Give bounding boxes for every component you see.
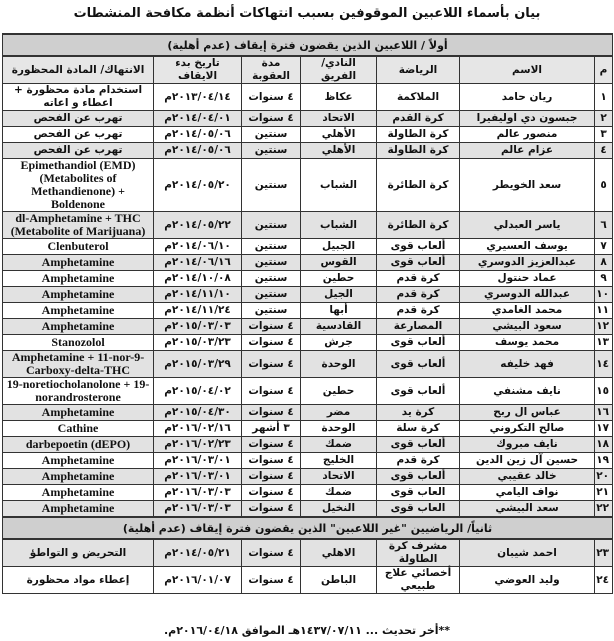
cell-violation: Stanozolol [3, 335, 154, 351]
cell-start-date: ٢٠١٦/٠١/٠٧م [154, 567, 242, 594]
cell-sport: ألعاب قوى [377, 469, 460, 485]
cell-name: يوسف العسيري [460, 239, 595, 255]
cell-sport: كرة قدم [377, 271, 460, 287]
cell-club: الأهلي [301, 143, 377, 159]
column-headers [3, 56, 613, 84]
header-club: النادي/الفريق [301, 56, 377, 84]
cell-name: محمد الغامدي [460, 303, 595, 319]
cell-start-date: ٢٠١٤/١١/١٠م [154, 287, 242, 303]
cell-penalty: سنتين [242, 159, 301, 212]
cell-violation: Amphetamine [3, 453, 154, 469]
cell-name: ريان حامد [460, 84, 595, 111]
cell-violation: Amphetamine [3, 255, 154, 271]
cell-name: سعد الخويطر [460, 159, 595, 212]
table-row [3, 378, 613, 405]
cell-start-date: ٢٠١٥/٠٣/٢٣م [154, 335, 242, 351]
cell-number: ٢١ [595, 485, 613, 501]
cell-club: جرش [301, 335, 377, 351]
cell-club: الجبيل [301, 239, 377, 255]
cell-sport: ألعاب قوى [377, 437, 460, 453]
cell-name: وليد العوضي [460, 567, 595, 594]
cell-penalty: ٤ سنوات [242, 485, 301, 501]
cell-club: الوحدة [301, 351, 377, 378]
cell-start-date: ٢٠١٤/١١/٢٤م [154, 303, 242, 319]
cell-name: عبدالله الدوسري [460, 287, 595, 303]
cell-club: ضمك [301, 485, 377, 501]
cell-sport: ألعاب قوى [377, 255, 460, 271]
cell-sport: ألعاب قوى [377, 351, 460, 378]
cell-name: سعد البيشي [460, 501, 595, 518]
table-row [3, 485, 613, 501]
cell-number: ٧ [595, 239, 613, 255]
cell-violation: التحريض و التواطؤ [3, 539, 154, 567]
cell-penalty: سنتين [242, 255, 301, 271]
cell-start-date: ٢٠١٤/١٠/٠٨م [154, 271, 242, 287]
cell-sport: كرة قدم [377, 287, 460, 303]
cell-sport: ألعاب قوى [377, 335, 460, 351]
cell-number: ١٩ [595, 453, 613, 469]
cell-name: حسين آل زين الدين [460, 453, 595, 469]
table-row [3, 255, 613, 271]
cell-start-date: ٢٠١٤/٠٥/٢٢م [154, 212, 242, 239]
cell-number: ٢٢ [595, 501, 613, 518]
cell-name: احمد شيبان [460, 539, 595, 567]
cell-sport: ألعاب قوى [377, 378, 460, 405]
cell-start-date: ٢٠١٤/٠٥/٢٠م [154, 159, 242, 212]
cell-name: فهد خليفه [460, 351, 595, 378]
cell-name: سعود البيشي [460, 319, 595, 335]
cell-penalty: سنتين [242, 127, 301, 143]
cell-violation: Amphetamine [3, 501, 154, 518]
cell-violation: dl-Amphetamine + THC (Metabolite of Marijuana) [3, 212, 154, 239]
cell-violation: 19-noretiocholanolone + 19-norandrosterone [3, 378, 154, 405]
cell-number: ٢٣ [595, 539, 613, 567]
cell-sport: أخصائي علاج طبيعي [377, 567, 460, 594]
table-row [3, 159, 613, 212]
cell-sport: كرة الطائرة [377, 212, 460, 239]
cell-violation: استخدام مادة محظورة + اعطاء و اعاته [3, 84, 154, 111]
table-row [3, 405, 613, 421]
cell-start-date: ٢٠١٤/٠٥/٠٦م [154, 127, 242, 143]
cell-club: القوس [301, 255, 377, 271]
cell-penalty: ٤ سنوات [242, 405, 301, 421]
cell-start-date: ٢٠١٥/٠٤/٣٠م [154, 405, 242, 421]
header-name: الاسم [460, 56, 595, 84]
cell-penalty: سنتين [242, 287, 301, 303]
cell-violation: Amphetamine [3, 319, 154, 335]
cell-name: محمد يوسف [460, 335, 595, 351]
cell-violation: Epimethandiol (EMD) (Metabolites of Methandienone) + Boldenone [3, 159, 154, 212]
cell-penalty: ٤ سنوات [242, 539, 301, 567]
cell-club: الباطن [301, 567, 377, 594]
section-title: أولاً / اللاعبين الذين يقضون فترة إيقاف (عدم أهلية) [3, 34, 613, 56]
cell-violation: تهرب عن الفحص [3, 127, 154, 143]
cell-violation: Amphetamine [3, 287, 154, 303]
cell-number: ١٢ [595, 319, 613, 335]
table-row [3, 469, 613, 485]
cell-start-date: ٢٠١٦/٠٢/١٦م [154, 421, 242, 437]
cell-club: الوحدة [301, 421, 377, 437]
cell-penalty: ٤ سنوات [242, 567, 301, 594]
cell-number: ١١ [595, 303, 613, 319]
table-row [3, 501, 613, 518]
cell-club: الجيل [301, 287, 377, 303]
cell-club: الاتحاد [301, 111, 377, 127]
cell-number: ٢٤ [595, 567, 613, 594]
cell-name: عزام عالم [460, 143, 595, 159]
cell-penalty: ٤ سنوات [242, 453, 301, 469]
table-row [3, 111, 613, 127]
cell-violation: تهرب عن الفحص [3, 143, 154, 159]
table-row [3, 127, 613, 143]
cell-number: ١٣ [595, 335, 613, 351]
cell-penalty: سنتين [242, 239, 301, 255]
cell-name: نايف مشنفي [460, 378, 595, 405]
table-row [3, 84, 613, 111]
table-row [3, 239, 613, 255]
cell-number: ١٧ [595, 421, 613, 437]
cell-penalty: سنتين [242, 212, 301, 239]
header-violation: الانتهاك/ المادة المحظورة [3, 56, 154, 84]
cell-violation: Amphetamine [3, 405, 154, 421]
cell-club: ضمك [301, 437, 377, 453]
cell-number: ٣ [595, 127, 613, 143]
section-header-players [3, 34, 613, 56]
document-title: بيان بأسماء اللاعبين الموقوفين بسبب انتهاكات أنظمة مكافحة المنشطات [73, 6, 541, 21]
cell-penalty: ٣ أشهر [242, 421, 301, 437]
cell-sport: كرة قدم [377, 303, 460, 319]
cell-violation: إعطاء مواد محظورة [3, 567, 154, 594]
header-start-date: تاريخ بدء الايقاف [154, 56, 242, 84]
cell-name: ياسر العبدلي [460, 212, 595, 239]
cell-sport: المصارعة [377, 319, 460, 335]
cell-name: نايف مبروك [460, 437, 595, 453]
cell-penalty: سنتين [242, 271, 301, 287]
table-row [3, 287, 613, 303]
cell-number: ١٤ [595, 351, 613, 378]
cell-number: ٥ [595, 159, 613, 212]
table-row [3, 212, 613, 239]
cell-club: النخيل [301, 501, 377, 518]
cell-number: ٦ [595, 212, 613, 239]
cell-number: ٩ [595, 271, 613, 287]
cell-club: الشباب [301, 212, 377, 239]
cell-club: أبها [301, 303, 377, 319]
cell-club: حطين [301, 378, 377, 405]
cell-sport: الملاكمة [377, 84, 460, 111]
cell-penalty: ٤ سنوات [242, 469, 301, 485]
cell-start-date: ٢٠١٦/٠٣/٠٣م [154, 485, 242, 501]
cell-penalty: ٤ سنوات [242, 335, 301, 351]
cell-number: ٤ [595, 143, 613, 159]
cell-name: منصور عالم [460, 127, 595, 143]
cell-sport: كرة يد [377, 405, 460, 421]
cell-violation: Amphetamine [3, 485, 154, 501]
cell-number: ١٥ [595, 378, 613, 405]
cell-sport: كرة القدم [377, 111, 460, 127]
table-row [3, 437, 613, 453]
cell-number: ١٦ [595, 405, 613, 421]
table-row [3, 351, 613, 378]
cell-start-date: ٢٠١٤/٠٥/٠٦م [154, 143, 242, 159]
cell-start-date: ٢٠١٦/٠٣/٠١م [154, 453, 242, 469]
table-row [3, 421, 613, 437]
cell-name: جبسون دي اوليفيرا [460, 111, 595, 127]
cell-number: ٨ [595, 255, 613, 271]
cell-club: حطين [301, 271, 377, 287]
cell-club: الشباب [301, 159, 377, 212]
cell-start-date: ٢٠١٣/٠٤/١٤م [154, 84, 242, 111]
cell-violation: Cathine [3, 421, 154, 437]
cell-violation: Amphetamine [3, 271, 154, 287]
table-row [3, 539, 613, 567]
cell-violation: تهرب عن الفحص [3, 111, 154, 127]
cell-sport: كرة قدم [377, 453, 460, 469]
header-sport: الرياضة [377, 56, 460, 84]
cell-sport: كرة سلة [377, 421, 460, 437]
cell-start-date: ٢٠١٤/٠٦/١٠م [154, 239, 242, 255]
cell-sport: كرة الطاولة [377, 127, 460, 143]
cell-sport: ألعاب قوى [377, 239, 460, 255]
cell-penalty: سنتين [242, 143, 301, 159]
table-row [3, 143, 613, 159]
cell-penalty: سنتين [242, 303, 301, 319]
cell-penalty: ٤ سنوات [242, 437, 301, 453]
table-row [3, 303, 613, 319]
cell-number: ١٨ [595, 437, 613, 453]
cell-start-date: ٢٠١٤/٠٤/٠١م [154, 111, 242, 127]
cell-club: عكاظ [301, 84, 377, 111]
cell-violation: Amphetamine + 11-nor-9-Carboxy-delta-THC [3, 351, 154, 378]
table-row [3, 567, 613, 594]
table-row [3, 453, 613, 469]
cell-name: عباس ال ربح [460, 405, 595, 421]
cell-start-date: ٢٠١٥/٠٣/٠٣م [154, 319, 242, 335]
cell-name: عماد حنتول [460, 271, 595, 287]
cell-sport: العاب قوى [377, 485, 460, 501]
cell-name: نواف اليامي [460, 485, 595, 501]
section-title: ثانياً/ الرياضيين "غير اللاعبين" الذين يقضون فترة إيقاف (عدم أهلية) [3, 517, 613, 539]
cell-violation: Amphetamine [3, 303, 154, 319]
cell-start-date: ٢٠١٦/٠٣/٠١م [154, 469, 242, 485]
cell-club: الخليج [301, 453, 377, 469]
cell-club: القادسية [301, 319, 377, 335]
cell-number: ٢٠ [595, 469, 613, 485]
table-row [3, 319, 613, 335]
cell-violation: darbepoetin (dEPO) [3, 437, 154, 453]
cell-penalty: ٤ سنوات [242, 111, 301, 127]
cell-sport: مشرف كرة الطاولة [377, 539, 460, 567]
section-header-non-players [3, 517, 613, 539]
cell-club: مضر [301, 405, 377, 421]
cell-start-date: ٢٠١٥/٠٣/٢٩م [154, 351, 242, 378]
cell-name: صالح التكروني [460, 421, 595, 437]
cell-violation: Clenbuterol [3, 239, 154, 255]
cell-violation: Amphetamine [3, 469, 154, 485]
table-row [3, 335, 613, 351]
cell-start-date: ٢٠١٦/٠٢/٢٣م [154, 437, 242, 453]
cell-number: ١٠ [595, 287, 613, 303]
cell-name: خالد عقيبي [460, 469, 595, 485]
cell-penalty: ٤ سنوات [242, 84, 301, 111]
cell-club: الاتحاد [301, 469, 377, 485]
cell-club: الاهلي [301, 539, 377, 567]
cell-sport: العاب قوى [377, 501, 460, 518]
cell-name: عبدالعزيز الدوسري [460, 255, 595, 271]
cell-penalty: ٤ سنوات [242, 319, 301, 335]
table-row [3, 271, 613, 287]
cell-start-date: ٢٠١٤/٠٦/١٦م [154, 255, 242, 271]
cell-start-date: ٢٠١٥/٠٤/٠٢م [154, 378, 242, 405]
cell-number: ١ [595, 84, 613, 111]
last-update-note: **أخر تحديث ... ١٤٣٧/٠٧/١١هـ الموافق ٢٠١٦/٠٤/١٨م. [163, 624, 451, 637]
cell-penalty: ٤ سنوات [242, 501, 301, 518]
cell-penalty: ٤ سنوات [242, 378, 301, 405]
suspended-players-table [2, 33, 613, 594]
cell-penalty: ٤ سنوات [242, 351, 301, 378]
cell-sport: كرة الطاولة [377, 143, 460, 159]
cell-sport: كرة الطائرة [377, 159, 460, 212]
cell-number: ٢ [595, 111, 613, 127]
header-number: م [595, 56, 613, 84]
cell-start-date: ٢٠١٦/٠٣/٠٣م [154, 501, 242, 518]
cell-start-date: ٢٠١٤/٠٥/٢١م [154, 539, 242, 567]
cell-club: الأهلي [301, 127, 377, 143]
header-penalty: مدة العقوبة [242, 56, 301, 84]
